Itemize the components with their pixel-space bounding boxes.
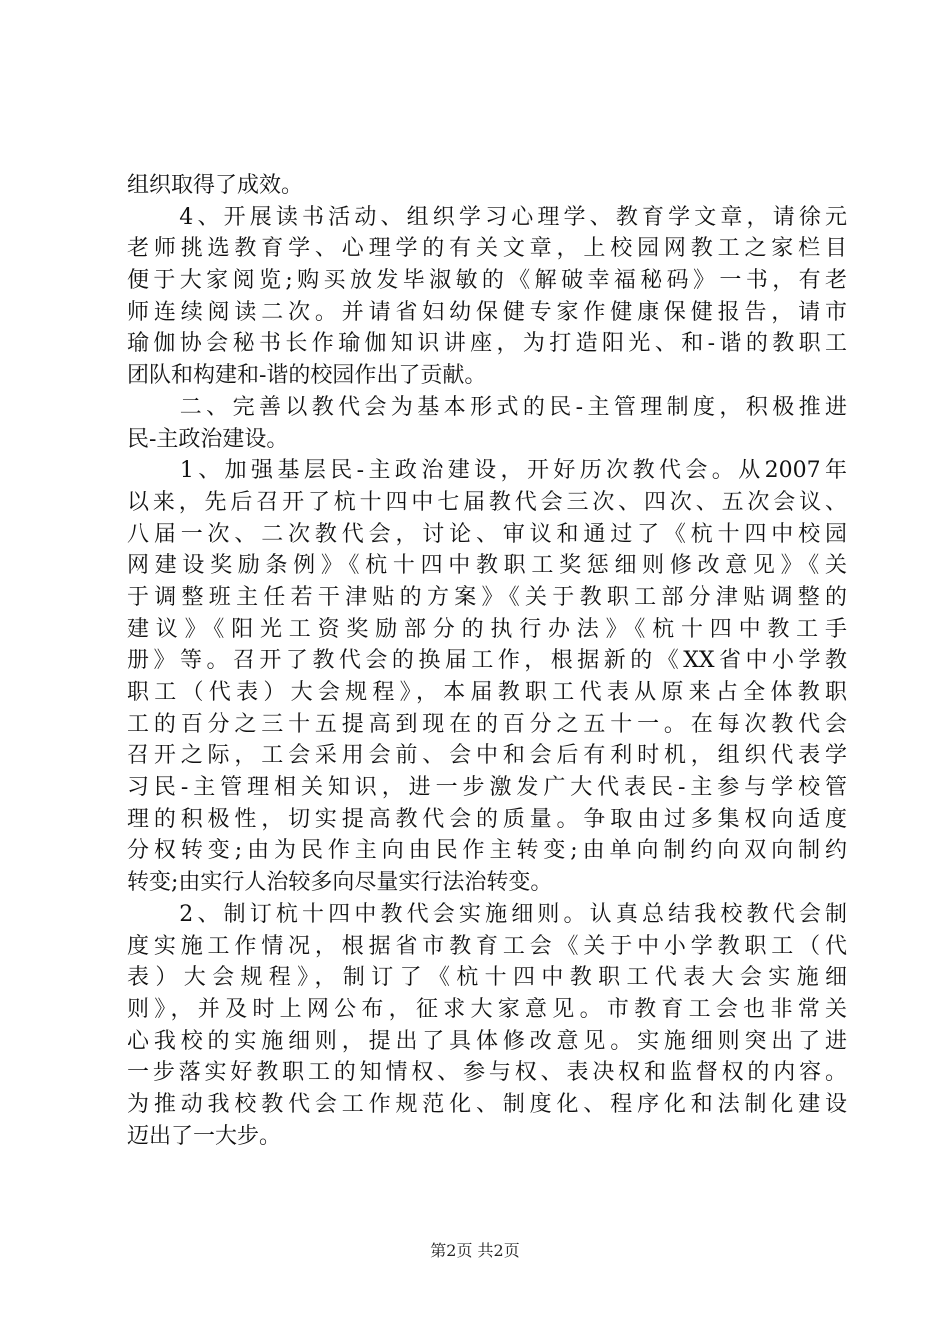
text-line: 师连续阅读二次。并请省妇幼保健专家作健康保健报告，请市 (127, 299, 847, 325)
text-line: 于调整班主任若干津贴的方案》《关于教职工部分津贴调整的 (127, 584, 847, 610)
text-line: 习民-主管理相关知识，进一步激发广大代表民-主参与学校管 (127, 775, 847, 801)
text-line: 册》等。召开了教代会的换届工作，根据新的《XX省中小学教 (127, 648, 847, 674)
body-text (127, 170, 847, 1152)
text-line: 心我校的实施细则，提出了具体修改意见。实施细则突出了进 (127, 1028, 847, 1054)
text-line: 老师挑选教育学、心理学的有关文章，上校园网教工之家栏目 (127, 236, 847, 262)
text-line: 分权转变;由为民作主向由民作主转变;由单向制约向双向制约 (127, 838, 847, 864)
text-line: 度实施工作情况，根据省市教育工会《关于中小学教职工（代 (127, 933, 847, 959)
text-line: 组织取得了成效。 (127, 173, 304, 198)
text-line: 瑜伽协会秘书长作瑜伽知识讲座，为打造阳光、和-谐的教职工 (127, 331, 847, 357)
text-line: 4、开展读书活动、组织学习心理学、教育学文章，请徐元 (127, 204, 847, 230)
text-line: 召开之际，工会采用会前、会中和会后有利时机，组织代表学 (127, 743, 847, 769)
text-line: 二、完善以教代会为基本形式的民-主管理制度，积极推进 (127, 394, 847, 420)
text-line: 网建设奖励条例》《杭十四中教职工奖惩细则修改意见》《关 (127, 553, 847, 579)
text-line: 为推动我校教代会工作规范化、制度化、程序化和法制化建设 (127, 1091, 847, 1117)
text-line: 以来，先后召开了杭十四中七届教代会三次、四次、五次会议、 (127, 489, 847, 515)
text-line: 理的积极性，切实提高教代会的质量。争取由过多集权向适度 (127, 806, 847, 832)
text-line: 便于大家阅览;购买放发毕淑敏的《解破幸福秘码》一书，有老 (127, 268, 847, 294)
text-line: 转变;由实行人治较多向尽量实行法治转变。 (127, 870, 553, 896)
page-footer: 第2页 共2页 (430, 1241, 520, 1260)
text-line: 八届一次、二次教代会，讨论、审议和通过了《杭十四中校园 (127, 521, 847, 547)
text-line: 则》，并及时上网公布，征求大家意见。市教育工会也非常关 (127, 996, 847, 1022)
text-line: 2、制订杭十四中教代会实施细则。认真总结我校教代会制 (127, 901, 847, 927)
text-line: 团队和构建和-谐的校园作出了贡献。 (127, 363, 487, 389)
text-line: 建议》《阳光工资奖励部分的执行办法》《杭十四中教工手 (127, 616, 847, 642)
text-line: 民-主政治建设。 (127, 426, 289, 452)
text-line: 职工（代表）大会规程》，本届教职工代表从原来占全体教职 (127, 680, 847, 705)
text-line: 一步落实好教职工的知情权、参与权、表决权和监督权的内容。 (127, 1060, 847, 1086)
text-line: 表）大会规程》，制订了《杭十四中教职工代表大会实施细 (127, 965, 847, 991)
text-line: 迈出了一大步。 (127, 1123, 282, 1149)
text-line: 1、加强基层民-主政治建设，开好历次教代会。从2007年 (127, 458, 847, 484)
text-line: 工的百分之三十五提高到现在的百分之五十一。在每次教代会 (127, 711, 847, 737)
